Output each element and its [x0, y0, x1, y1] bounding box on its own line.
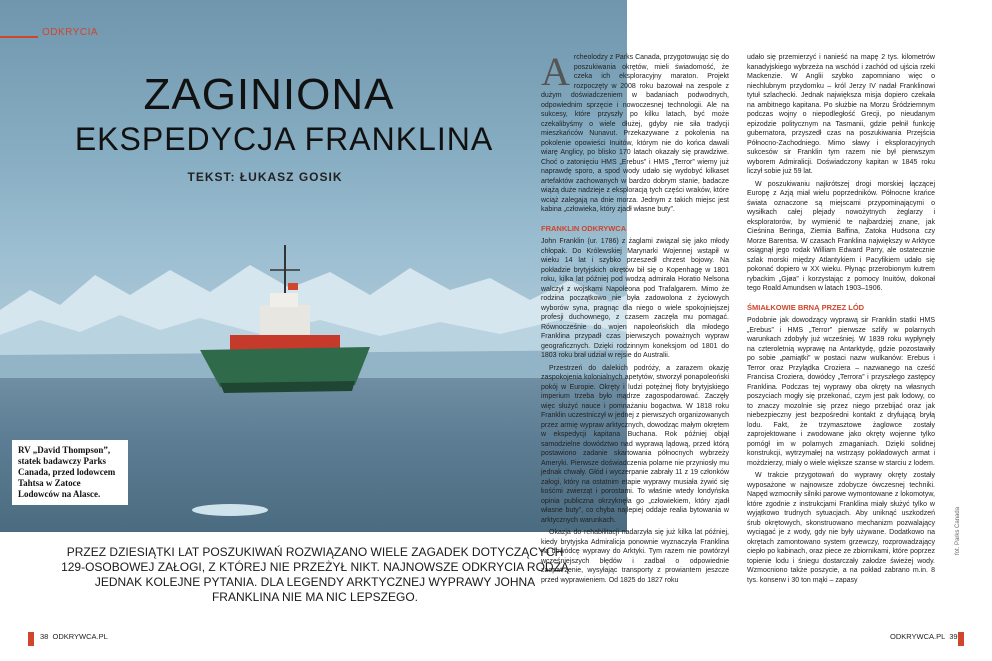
headline-line-2: EKSPEDYCJA FRANKLINA [74, 121, 494, 157]
site-name-left: ODKRYWCA.PL [52, 632, 108, 641]
ice-floe [190, 503, 270, 517]
article-paragraph: Przestrzeń do dalekich podróży, a zarazem okazję zaspokojenia kolonialnych apetytów, stworzył ponapoleoński pokój w Europie. Okręty i ludzi potężnej floty brytyjskiego imperium trzeba było mądrze zagospodarować. Zaczęły więc służyć nauce i pomnażaniu bogactwa. W 1818 roku Franklin uczestniczył w jednej z pierwszych organizowanych przez armię wypraw arktycznych, dowodząc małym okrętem w ekspedycji kapitana Buchana. Rok później objął samodzielne dowództwo nad wyprawą lądową, przed którą postawiono zadanie skartowania północnych wybrzeży Ameryki. Pierwsze doświadczenia polarne nie przyniosły mu jednak chwały. Głód i wyczerpanie zabrały 11 z 19 członków załogi, który na ostatnim etapie wyprawy musiała żywić się kośćmi zwierząt i porostami. To właśnie wtedy londyńska opinia publiczna okrzyknęła go „człowiekiem, który zjadł własne buty”, co chyba najlepiej oddaje realia bytowania w arktycznych warunkach. [541, 364, 729, 524]
article-column-1 [541, 49, 729, 588]
article-paragraph: Okazja do rehabilitacji nadarzyła się już kilka lat później, kiedy brytyjska Admiralicja ponownie wyznaczyła Franklina na dowódcę wyprawy do Arktyki. Tym razem nie powtórzył wcześniejszych błędów i zadbał o odpowiednie zaopatrzenie, wysyłając transporty z prowiantem jeszcze przed wyprawieniem. Od 1825 do 1827 roku [541, 529, 729, 584]
lead-paragraph: PRZEZ DZIESIĄTKI LAT POSZUKIWAŃ ROZWIĄZANO WIELE ZAGADEK DOTYCZĄCYCH 129-OSOBOWEJ ZAŁOGI, Z KTÓREJ NIE PRZEŻYŁ NIKT. NAJNOWSZE ODKRYCIA RODZĄ JEDNAK KOLEJNE PYTANIA. DLA LEGENDY ARKTYCZNEJ WYPRAWY JOHNA FRANKLINA NIE MA NIC LEPSZEGO. [61, 545, 569, 604]
footer-accent-right [958, 632, 964, 646]
page-number-right: 39 [949, 632, 958, 641]
footer-right [890, 632, 958, 646]
section-rule [0, 36, 38, 38]
subheading: FRANKLIN ODKRYWCA [541, 223, 627, 233]
author-byline: TEKST: ŁUKASZ GOSIK [187, 170, 343, 184]
section-label: ODKRYCIA [42, 27, 99, 38]
article-paragraph: W trakcie przygotowań do wyprawy okręty zostały wyposażone w najnowsze zdobycze ówczesnej techniki. Napęd wzmocniły silniki parowe wymontowane z lokomotyw, które zgodnie z instrukcjami Franklina miały służyć tylko w wyjątkowo trudnych sytuacjach. Aby uniknąć uszkodzeń śrub okrętowych, skonstruowano mechanizm pozwalający wyciągać je z wody, gdy nie były używane. Dodatkowo na okrętach zamontowano system grzewczy, rozprowadzający ciepło po kabinach, oraz piece ze zbiornikami, które poprzez topienie lodu i śniegu dostarczały załodze świeżej wody. Wzmocniono także poszycie, a na pokład zabrano m.in. 8 tys. konserw i 30 ton mąki – zapasy [747, 472, 935, 584]
article-paragraph: W poszukiwaniu najkrótszej drogi morskiej łączącej Europę z Azją miał wielu poprzedników. Północne krańce świata oznaczone są miejscami przypominającymi o wysiłkach całej plejady nowożytnych żeglarzy i eksploratorów, by wymienić te najbardziej znane, jak Cieśnina Beringa, Ziemia Baffina, Zatoka Hudsona czy Morze Barentsa. W czasach Franklina największy w Arktyce osiągnął jego rodak William Edward Parry, ale ostatecznie szlak morski między Atlantykiem i Pacyfikiem udało się pokonać dopiero w XX wieku. Płynąc przerobionym kutrem rybackim „Gjøa” i korzystając z pomocy Inuitów, dokonał tego Roald Amundsen w latach 1903–1906. [747, 180, 935, 292]
article-paragraph: John Franklin (ur. 1786) z żaglami związał się jako młody chłopak. Do Królewskiej Marynarki Wojennej wstąpił w wieku 14 lat i szybko przeszedł chrzest bojowy. Na pokładzie brytyjskich okrętów bił się o Kopenhagę w 1801 roku, kilka lat później pod wodzą admirała Horatio Nelsona walczył z wojskami Napoleona pod Trafalgarem. Mimo że rodzina początkowo nie była zadowolona z życiowych wyborów syna, pragnąc dla niego o wiele spokojniejszej profesji duchownego, z czasem zaczęła mu pomagać. Równocześnie do wojen napoleońskich dla młodego Franklina przypadł czas pierwszych poważnych wypraw geograficznych. Dzięki rodzinnym koneksjom od 1801 do 1803 roku brał udział w rejsie do Australii. [541, 238, 729, 359]
article-paragraph [541, 49, 729, 215]
article-column-2 [747, 53, 935, 588]
photo-credit: fot. Parks Canada [955, 506, 961, 555]
article-paragraph: Podobnie jak dowodzący wyprawą sir Franklin statki HMS „Erebus” i HMS „Terror” pierwsze szlify w polarnych warunkach zdobyły już wcześniej. W 1839 roku wypłynęły na czteroletnią wyprawę na Antarktydę, gdzie pozostawiły po sobie „pamiątki” w postaci nazw wulkanów: Erebus i Terror oraz Przylądka Croziera – nazwanego na cześć Francisa Croziera, dowódcy „Terrora” i przyszłego zastępcy Franklina. Podczas tej wyprawy oba okręty na własnych poszyciach mogły się przekonać, czym jest pak lodowy, co to znaczy mozolnie się przez niego przebijać oraz jak niebezpieczny jest bezpośredni kontakt z dryfującą bryłą lodu. Fakt, że trzymasztowe żaglowce zostały zaprojektowane i zwodowane jako okręty wojenne tylko pomógł im w polarnych zmaganiach. Dzięki solidnej konstrukcji, wytrzymałej na wstrząsy pokładowych armat i możdzierzy, miały o wiele większe szanse w starciu z lodem. [747, 317, 935, 467]
subheading: ŚMIAŁKOWIE BRNĄ PRZEZ LÓD [747, 302, 865, 312]
headline-line-1: ZAGINIONA [143, 70, 395, 119]
page-number-left: 38 [40, 632, 49, 641]
footer-left [40, 632, 108, 646]
photo-caption: RV „David Thompson”, statek badawczy Parks Canada, przed lodowcem Tahtsa w Zatoce Lodowców na Alasce. [12, 440, 128, 505]
drop-cap: A [541, 49, 570, 94]
research-ship [190, 235, 380, 405]
site-name-right: ODKRYWCA.PL [890, 632, 946, 641]
article-paragraph: udało się przemierzyć i nanieść na mapę 2 tys. kilometrów kanadyjskiego wybrzeża na wschód i zachód od ujścia rzeki Mackenzie. W Anglii szybko zapomniano więc o niechlubnym przydomku – król Jerzy IV nadał Franklinowi tytuł szlachecki. Jednak największa misja dopiero czekała na ambitnego kapitana. Po służbie na Morzu Śródziemnym podczas wojny o niepodległość Grecji, po nieudanym epizodzie politycznym na Tasmanii, gdzie pełnił funkcję gubernatora, przyszedł czas na poszukiwania Przejścia Północno-Zachodniego. Mimo sławy i eksploracyjnych sukcesów sir Franklin tym razem nie był pierwszym wyborem Admiralicji. Doświadczony kapitan w 1845 roku liczył sobie już 59 lat. [747, 54, 935, 175]
footer-accent-left [28, 632, 34, 646]
paragraph-text: rcheolodzy z Parks Canada, przygotowując się do poszukiwania okrętów, mieli świadomość, że czeka ich eksploracyjny maraton. Projekt rozpoczęty w 2008 roku bazował na zespole z dużym doświadczeniem w badaniach podwodnych, odpowiednim sprzęcie i nowoczesnej technologii. Ale na sukcesy, które przyszły po kilku latach, być może czekalibyśmy o wiele dłużej, gdyby nie siła tradycji mieszkańców Nunavut. Przekazywane z pokolenia na pokolenie opowieści Inuitów, którym nie do końca dawali wiarę Anglicy, po blisko 170 latach okazały się prawdziwe. Choć o zatonięciu HMS „Erebus” i HMS „Terror” wiemy już naprawdę sporo, a spod wody udało się wydobyć kilkaset artefaktów zachowanych w bardzo dobrym stanie, badacze wiążą duże nadzieje z eksploracją tych części wraków, które wciąż zalegają na dnie morza. Jednym z takich miejsc jest kabina „człowieka, który zjadł własne buty”. [541, 54, 729, 213]
